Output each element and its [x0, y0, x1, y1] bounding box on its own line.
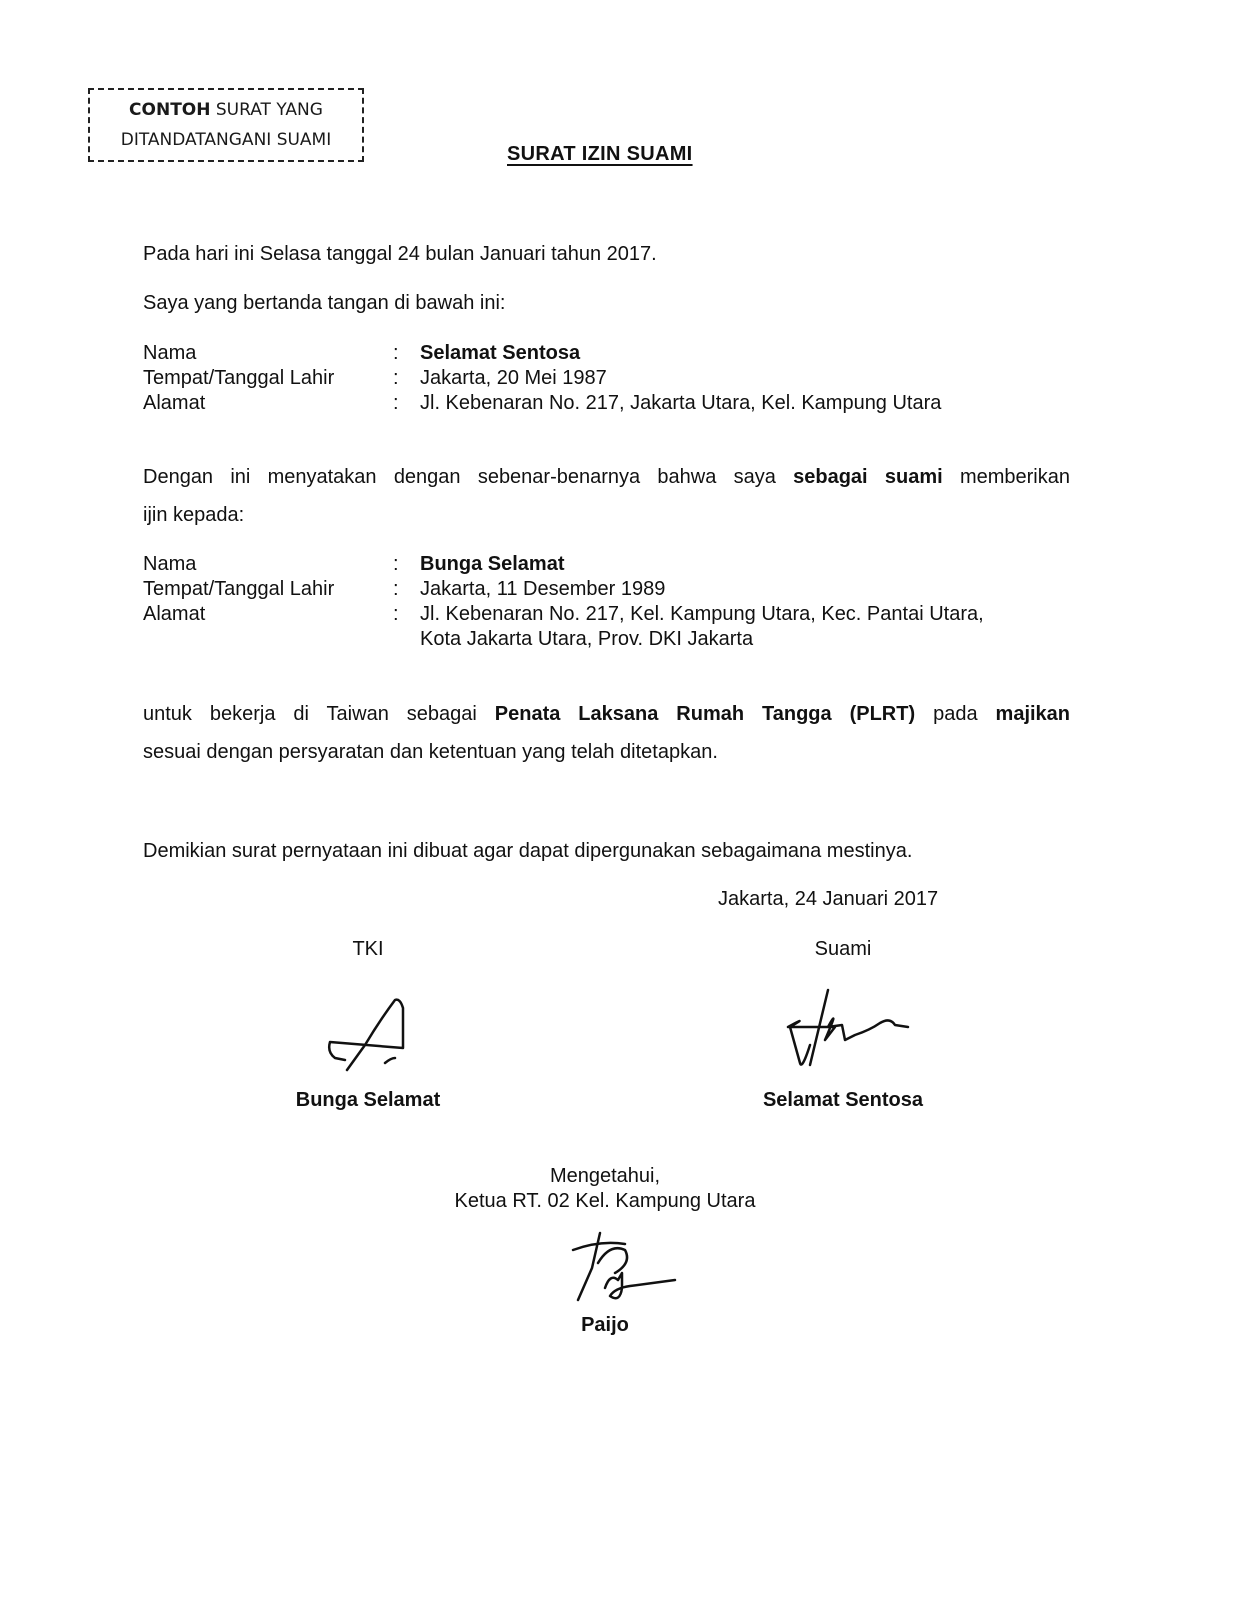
colon: :: [393, 578, 399, 600]
wife-name: Bunga Selamat: [420, 553, 565, 575]
purpose-employer: majikan: [995, 703, 1071, 725]
colon: :: [393, 392, 399, 414]
colon: :: [393, 553, 399, 575]
tki-signature: [325, 990, 415, 1075]
field-label: Alamat: [143, 392, 206, 414]
colon: :: [393, 603, 399, 625]
field-label: Tempat/Tanggal Lahir: [143, 367, 335, 389]
purpose-job-title: Penata Laksana Rumah Tangga (PLRT): [494, 703, 916, 725]
right-signatory-name: Selamat Sentosa: [762, 1089, 924, 1111]
husband-birth: Jakarta, 20 Mei 1987: [420, 367, 607, 389]
purpose-line-1: [143, 702, 1070, 727]
field-label: Nama: [143, 342, 197, 364]
rt-head-signature: [570, 1228, 680, 1308]
field-label: Nama: [143, 553, 197, 575]
stamp-line-1-rest: SURAT YANG: [210, 100, 323, 120]
statement-text: Dengan ini menyatakan dengan sebenar-benarnya bahwa saya: [143, 466, 794, 488]
purpose-text-2: pada: [915, 703, 996, 725]
opening-paragraph: Pada hari ini Selasa tanggal 24 bulan Januari tahun 2017.: [143, 243, 657, 265]
purpose-text: untuk bekerja di Taiwan sebagai: [143, 703, 495, 725]
left-signatory-name: Bunga Selamat: [295, 1089, 441, 1111]
stamp-bold-word: CONTOH: [129, 100, 211, 120]
document-title: SURAT IZIN SUAMI: [507, 143, 693, 165]
statement-line-1: [143, 465, 1070, 490]
purpose-line-2: sesuai dengan persyaratan dan ketentuan yang telah ditetapkan.: [143, 741, 718, 763]
place-date: Jakarta, 24 Januari 2017: [718, 888, 939, 910]
wife-address: Jl. Kebenaran No. 217, Kel. Kampung Utara, Kec. Pantai Utara,: [420, 603, 984, 625]
acknowledgement-heading: Mengetahui,: [549, 1165, 661, 1187]
stamp-line-1: [129, 95, 323, 125]
acknowledgement-position: Ketua RT. 02 Kel. Kampung Utara: [454, 1190, 756, 1212]
statement-text-2: memberikan: [942, 466, 1070, 488]
field-label: Tempat/Tanggal Lahir: [143, 578, 335, 600]
colon: :: [393, 367, 399, 389]
rt-head-name: Paijo: [581, 1314, 629, 1336]
right-signatory-role: Suami: [814, 938, 872, 960]
statement-bold: sebagai suami: [793, 466, 943, 488]
left-signatory-role: TKI: [352, 938, 384, 960]
statement-line-2: ijin kepada:: [143, 504, 245, 526]
wife-address-line-2: Kota Jakarta Utara, Prov. DKI Jakarta: [420, 628, 754, 650]
closing-paragraph: Demikian surat pernyataan ini dibuat agar dapat dipergunakan sebagaimana mestinya.: [143, 840, 913, 862]
suami-signature: [780, 985, 925, 1080]
field-label: Alamat: [143, 603, 206, 625]
intro-paragraph: Saya yang bertanda tangan di bawah ini:: [143, 292, 506, 314]
wife-birth: Jakarta, 11 Desember 1989: [420, 578, 666, 600]
sample-stamp-box: [88, 88, 364, 162]
husband-name: Selamat Sentosa: [420, 342, 581, 364]
colon: :: [393, 342, 399, 364]
husband-address: Jl. Kebenaran No. 217, Jakarta Utara, Kel. Kampung Utara: [420, 392, 942, 414]
stamp-line-2: DITANDATANGANI SUAMI: [120, 130, 332, 150]
